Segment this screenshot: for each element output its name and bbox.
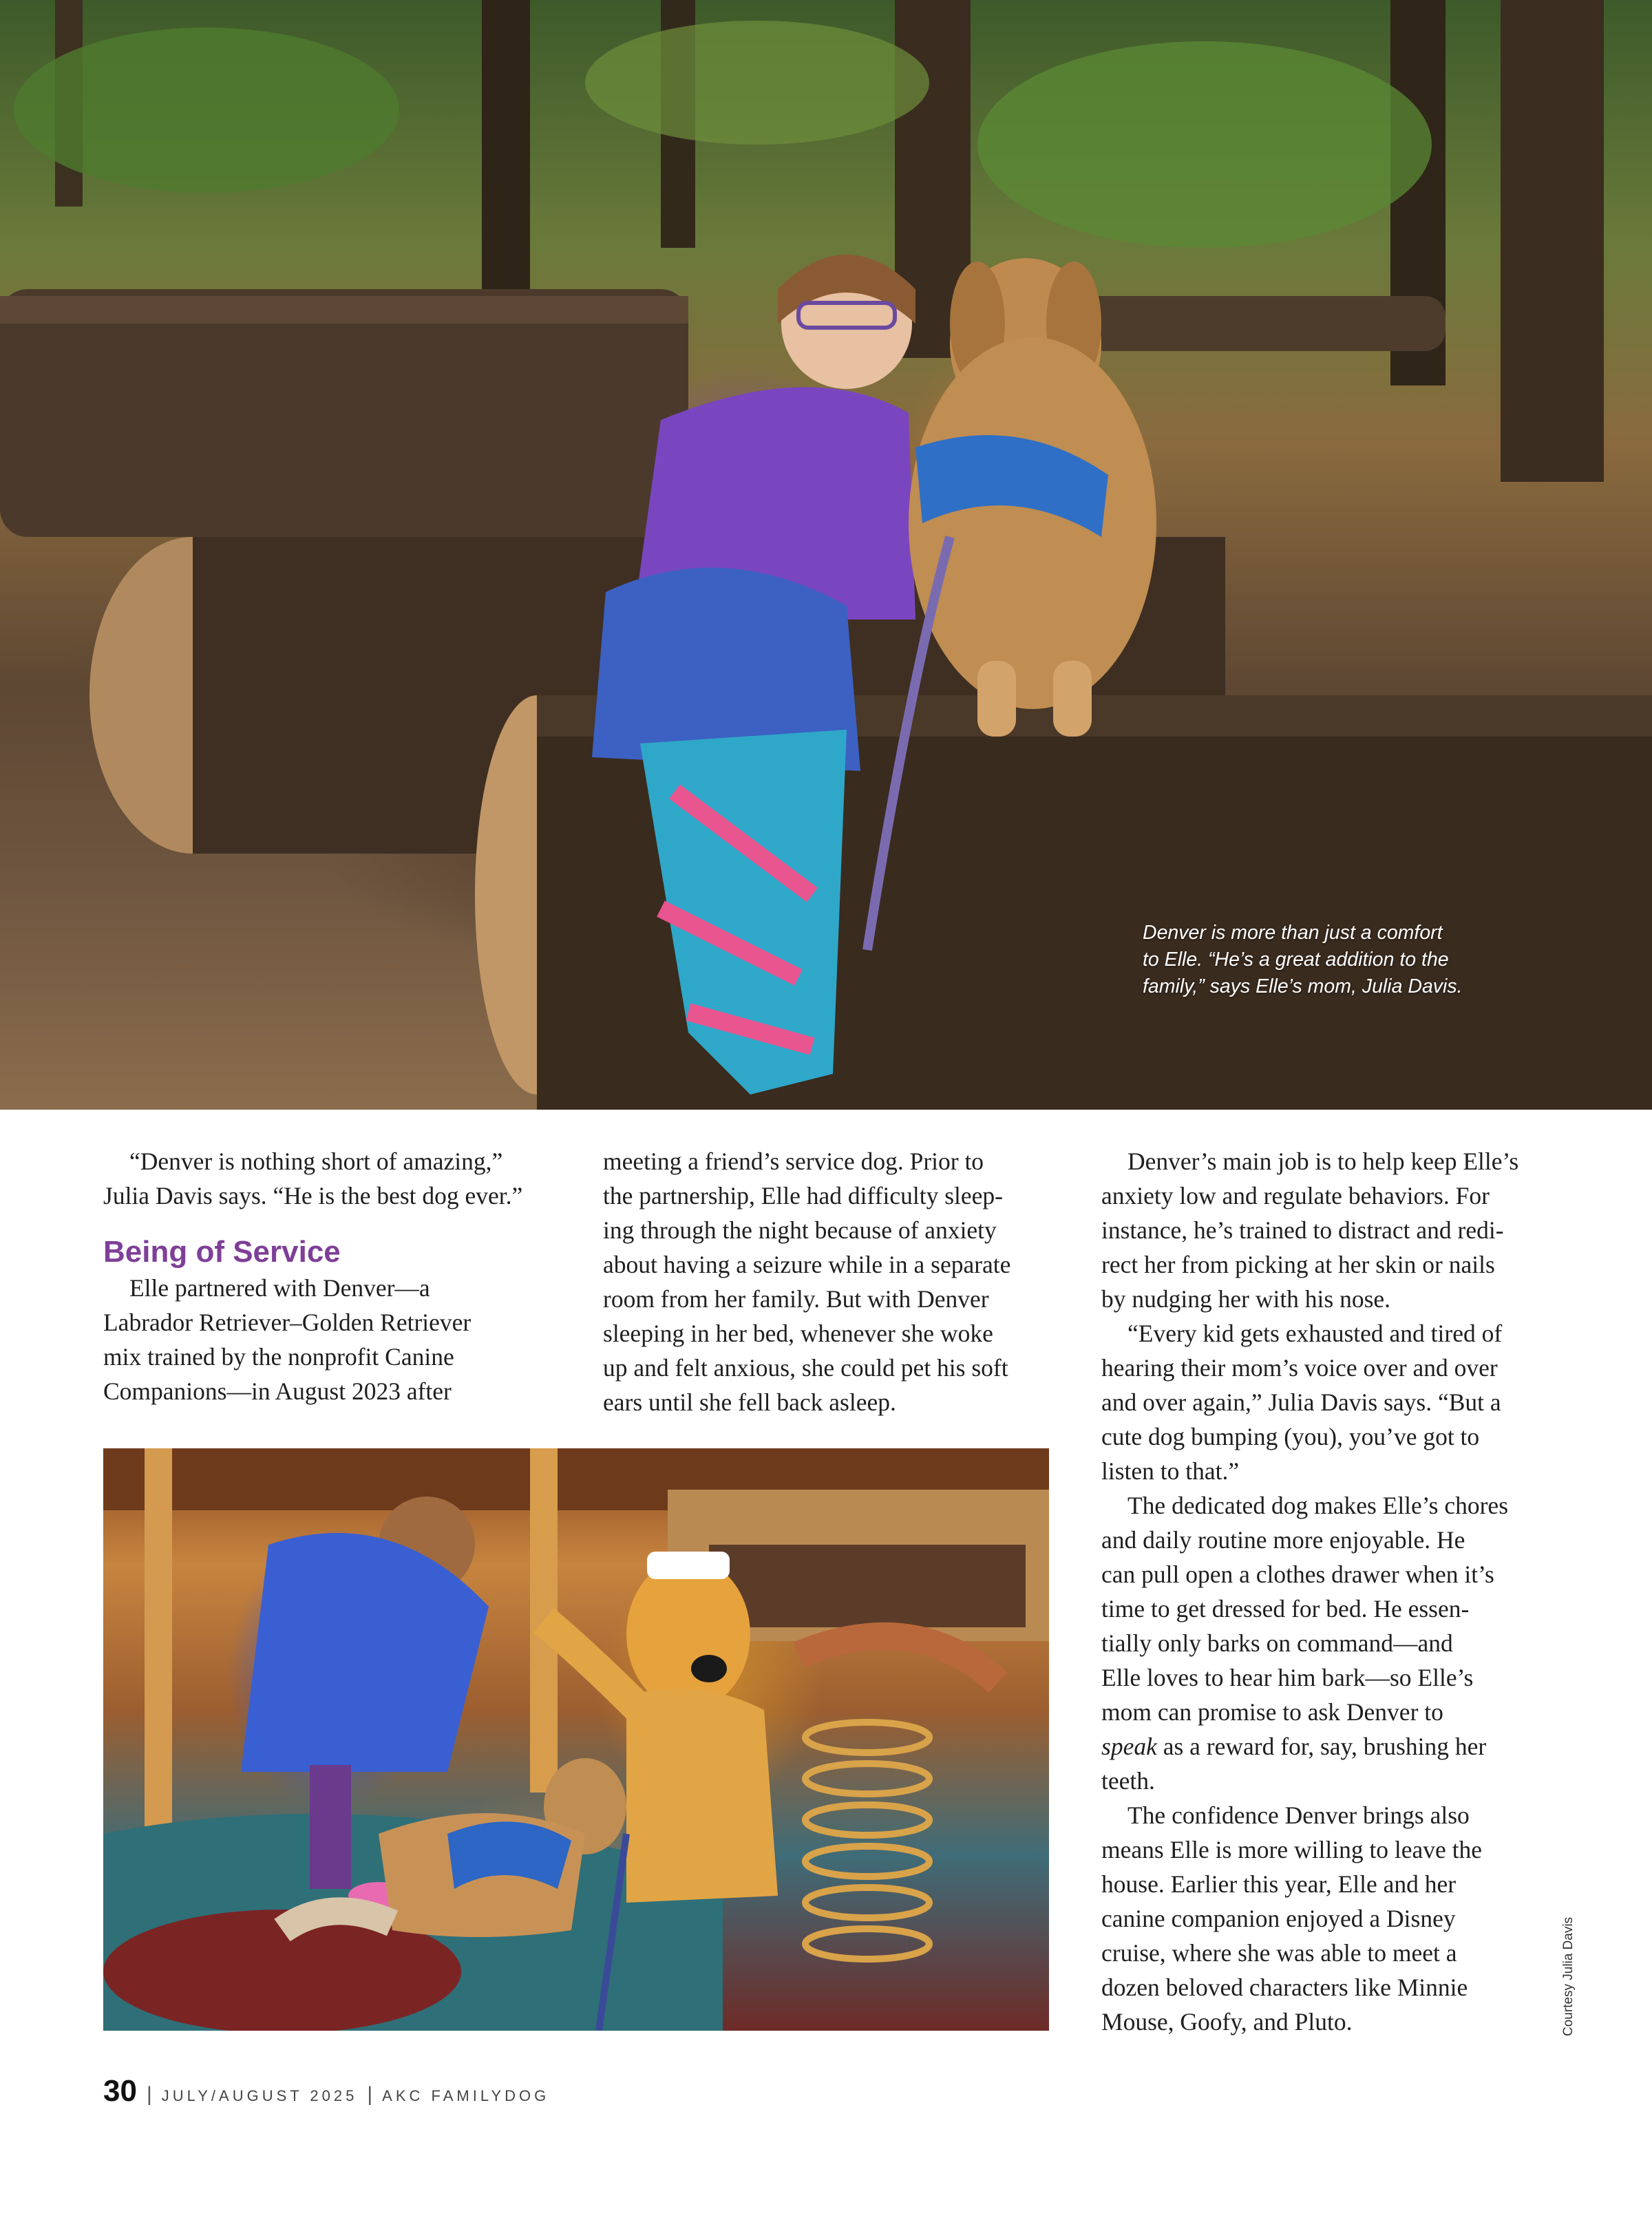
caption-line: to Elle. “He’s a great addition to the — [1143, 949, 1449, 971]
body-line: time to get dressed for bed. He essen- — [1101, 1595, 1470, 1622]
body-line: The dedicated dog makes Elle’s chores — [1127, 1492, 1509, 1519]
body-line: meeting a friend’s service dog. Prior to — [603, 1148, 984, 1175]
body-line: and daily routine more enjoyable. He — [1101, 1526, 1465, 1554]
body-line: Companions—in August 2023 after — [103, 1377, 452, 1405]
body-line: cruise, where she was able to meet a — [1101, 1939, 1457, 1967]
body-line: means Elle is more willing to leave the — [1101, 1836, 1483, 1863]
article-column-3 — [1101, 1144, 1556, 2039]
body-line: up and felt anxious, she could pet his soft — [603, 1354, 1008, 1382]
footer-separator: | — [367, 2083, 373, 2106]
body-line: and over again,” Julia Davis says. “But a — [1101, 1388, 1501, 1416]
cruise-photo — [103, 1448, 1049, 2031]
photo-credit: Courtesy Julia Davis — [1561, 1916, 1576, 2036]
issue-date: JULY/AUGUST 2025 — [161, 2087, 358, 2104]
body-line: dozen beloved characters like Minnie — [1101, 1974, 1468, 2001]
body-line-rest: as a reward for, say, brushing her — [1163, 1733, 1487, 1760]
body-line: rect her from picking at her skin or nails — [1101, 1251, 1495, 1278]
body-line: Denver’s main job is to help keep Elle’s — [1127, 1148, 1519, 1175]
italic-word: speak — [1101, 1733, 1157, 1760]
section-heading: Being of Service — [103, 1235, 341, 1269]
body-line: Julia Davis says. “He is the best dog ever.” — [103, 1182, 523, 1209]
page-number: 30 — [103, 2074, 137, 2108]
caption-line: family,” says Elle’s mom, Julia Davis. — [1143, 975, 1463, 997]
body-line: room from her family. But with Denver — [603, 1285, 989, 1313]
body-line: mom can promise to ask Denver to — [1101, 1698, 1443, 1726]
body-line: Elle loves to hear him bark—so Elle’s — [1101, 1664, 1474, 1691]
body-line: teeth. — [1101, 1767, 1155, 1795]
body-line: Labrador Retriever–Golden Retriever — [103, 1309, 472, 1336]
body-line: house. Earlier this year, Elle and her — [1101, 1870, 1457, 1898]
hero-photo-caption — [1143, 920, 1528, 1000]
body-line: Mouse, Goofy, and Pluto. — [1101, 2008, 1353, 2036]
body-line: cute dog bumping (you), you’ve got to — [1101, 1423, 1480, 1450]
body-line: The confidence Denver brings also — [1127, 1801, 1470, 1829]
body-line-with-italic — [1101, 1729, 1556, 1764]
body-line: canine companion enjoyed a Disney — [1101, 1905, 1456, 1932]
body-line: the partnership, Elle had difficulty sleep- — [603, 1182, 1003, 1209]
body-line: about having a seizure while in a separate — [603, 1251, 1011, 1278]
body-line: hearing their mom’s voice over and over — [1101, 1354, 1498, 1382]
body-line: anxiety low and regulate behaviors. For — [1101, 1182, 1490, 1209]
article-column-2 — [603, 1144, 1057, 1419]
cruise-photo-illustration — [103, 1448, 1049, 2031]
body-line: ing through the night because of anxiety — [603, 1216, 997, 1244]
body-line: by nudging her with his nose. — [1101, 1285, 1391, 1313]
caption-line: Denver is more than just a comfort — [1143, 922, 1443, 944]
body-line: ears until she fell back asleep. — [603, 1388, 896, 1416]
body-line: instance, he’s trained to distract and redi- — [1101, 1216, 1504, 1244]
article-column-1 — [103, 1144, 544, 1408]
footer-separator: | — [146, 2083, 152, 2106]
body-line: “Denver is nothing short of amazing,” — [129, 1148, 503, 1175]
magazine-name: AKC FAMILYDOG — [382, 2087, 550, 2104]
body-line: mix trained by the nonprofit Canine — [103, 1343, 454, 1371]
body-line: can pull open a clothes drawer when it’s — [1101, 1561, 1494, 1588]
body-line: Elle partnered with Denver—a — [129, 1274, 430, 1302]
body-line: tially only barks on command—and — [1101, 1629, 1453, 1657]
body-line: listen to that.” — [1101, 1457, 1240, 1485]
page-footer — [103, 2074, 549, 2111]
body-line: sleeping in her bed, whenever she woke — [603, 1320, 993, 1347]
body-line: “Every kid gets exhausted and tired of — [1127, 1320, 1503, 1347]
